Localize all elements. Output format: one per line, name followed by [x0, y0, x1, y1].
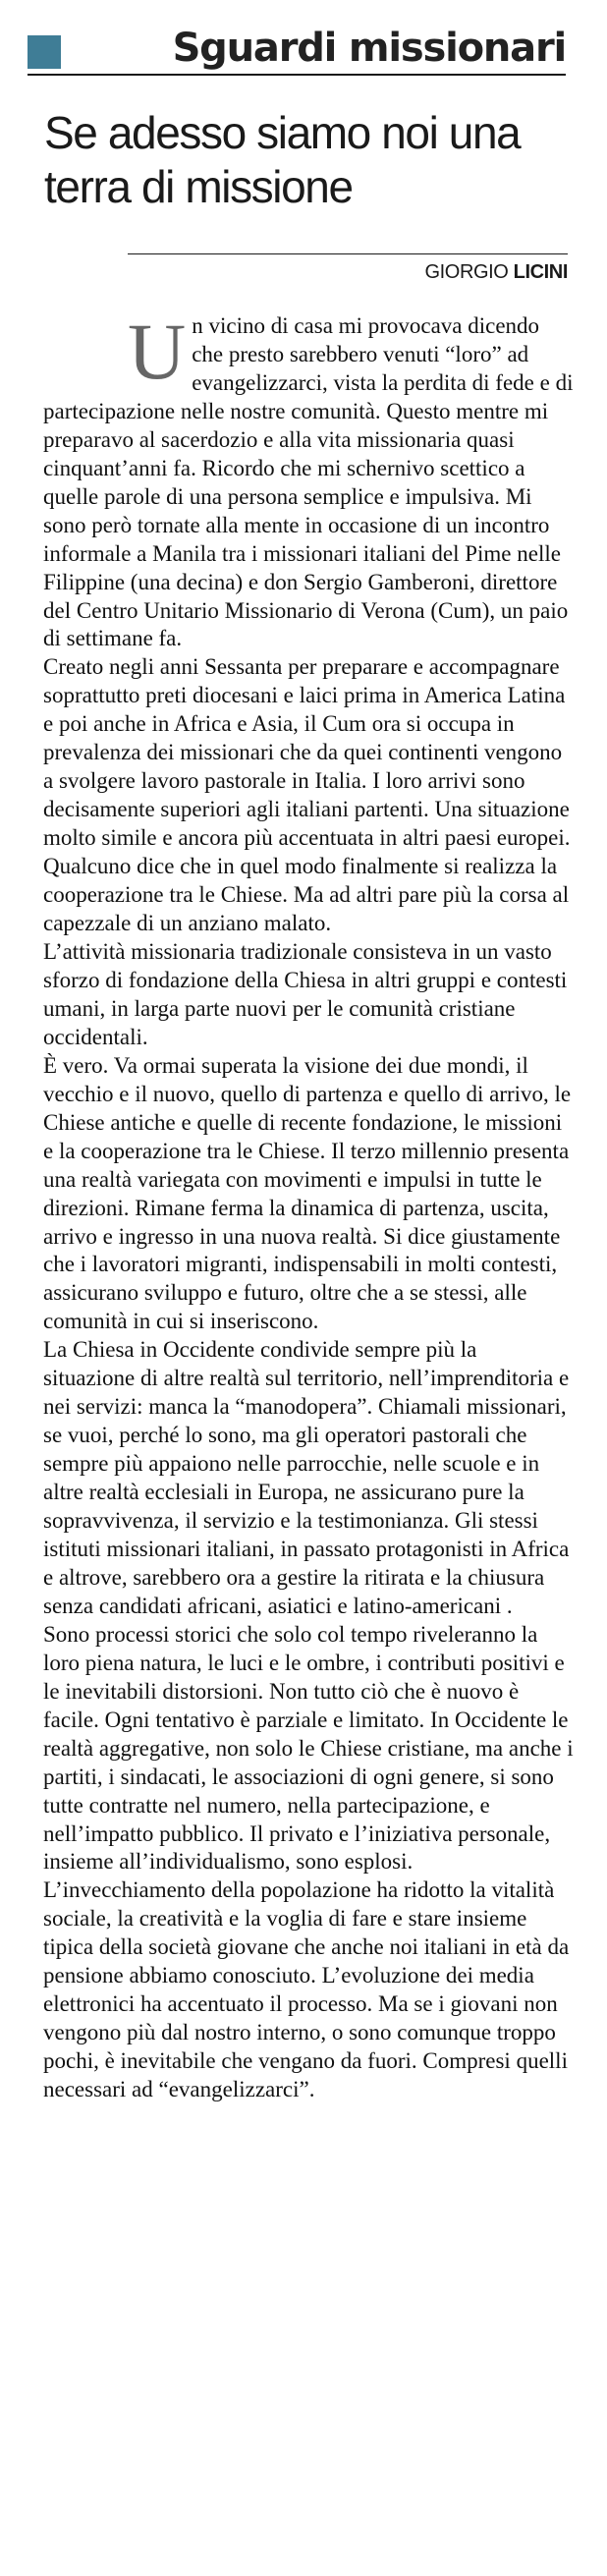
- section-header: [28, 26, 566, 77]
- section-color-square: [28, 35, 61, 69]
- article-paragraph: Sono processi storici che solo col tempo riveleranno la loro piena natura, le luci e le ombre, i contributi positivi e le inevitabili distorsioni. Non tutto ciò che è nuovo è facile. Ogni tentativo è parziale e limitato. In Occidente le realtà aggregative, non solo le Chiese cristiane, ma anche i partiti, i sindacati, le associazioni di ogni genere, si sono tutte contratte nel numero, nella partecipazione, e nell’impatto pubblico. Il privato e l’iniziativa personale, insieme all’individualismo, sono esplosi. L’invecchiamento della popolazione ha ridotto la vitalità sociale, la creatività e la voglia di fare e stare insieme tipica della società giovane che anche noi italiani in età da pensione abbiamo conosciuto. L’evoluzione dei media elettronici ha accentuato il processo. Ma se i giovani non vengono più dal nostro interno, o sono comunque troppo pochi, è inevitabile che vengano da fuori. Compresi quelli necessari ad “evangelizzarci”.: [43, 1621, 574, 2102]
- article-paragraph: Creato negli anni Sessanta per preparare e accompagnare soprattutto preti diocesani e laici prima in America Latina e poi anche in Africa e Asia, il Cum ora si occupa in prevalenza dei missionari che da quei continenti vengono a svolgere lavoro pastorale in Italia. I loro arrivi sono decisamente superiori agli italiani partenti. Una situazione molto simile e ancora più accentuata in altri paesi europei. Qualcuno dice che in quel modo finalmente si realizza la cooperazione tra le Chiese. Ma ad altri pare più la corsa al capezzale di un anziano malato.: [43, 654, 571, 936]
- author-surname: LICINI: [513, 261, 568, 283]
- header-divider: [28, 74, 566, 76]
- article-paragraph: L’attività missionaria tradizionale consisteva in un vasto sforzo di fondazione della Chiesa in altri gruppi e contesti umani, in larga parte nuovi per le comunità cristiane occidentali.: [43, 938, 568, 1049]
- article-body: [43, 307, 574, 2104]
- article-paragraph: [43, 307, 574, 653]
- author-first-name: GIORGIO: [424, 261, 509, 283]
- section-title: Sguardi missionari: [172, 26, 566, 71]
- paragraph-text: n vicino di casa mi provocava dicendo che presto sarebbero venuti “loro” ad evangelizzarci, vista la perdita di fede e di partecipazione nelle nostre comunità. Questo mentre mi preparavo al sacerdozio e alla vita missionaria quasi cinquant’anni fa. Ricordo che mi schernivo scettico a quelle parole di una persona semplice e impulsiva. Mi sono però tornate alla mente in occasione di un incontro informale a Manila tra i missionari italiani del Pime nelle Filippine (una decina) e don Sergio Gamberoni, direttore del Centro Unitario Missionario di Verona (Cum), un paio di settimane fa.: [43, 313, 574, 651]
- byline-divider: [128, 253, 568, 254]
- article-headline: Se adesso siamo noi una terra di missione: [44, 107, 521, 212]
- article-paragraph: È vero. Va ormai superata la visione dei due mondi, il vecchio e il nuovo, quello di partenza e quello di arrivo, le Chiese antiche e quelle di recente fondazione, le missioni e la cooperazione tra le Chiese. Il terzo millennio presenta una realtà variegata con movimenti e impulsi in tutte le direzioni. Rimane ferma la dinamica di partenza, uscita, arrivo e ingresso in una nuova realtà. Si dice giustamente che i lavoratori migranti, indispensabili in molti contesti, assicurano sviluppo e futuro, oltre che a se stessi, alle comunità in cui si inseriscono.: [43, 1052, 572, 1334]
- author-byline: [424, 261, 568, 284]
- article-paragraph: La Chiesa in Occidente condivide sempre più la situazione di altre realtà sul territorio, nell’imprenditoria e nei servizi: manca la “manodopera”. Chiamali missionari, se vuoi, perché lo sono, ma gli operatori pastorali che sempre più appaiono nelle parrocchie, nelle scuole e in altre realtà ecclesiali in Europa, ne assicurano pure la sopravvivenza, il servizio e la testimonianza. Gli stessi istituti missionari italiani, in passato protagonisti in Africa e altrove, sarebbero ora a gestire la ritirata e la chiusura senza candidati africani, asiatici e latino-americani .: [43, 1337, 570, 1618]
- drop-cap: U: [128, 307, 187, 396]
